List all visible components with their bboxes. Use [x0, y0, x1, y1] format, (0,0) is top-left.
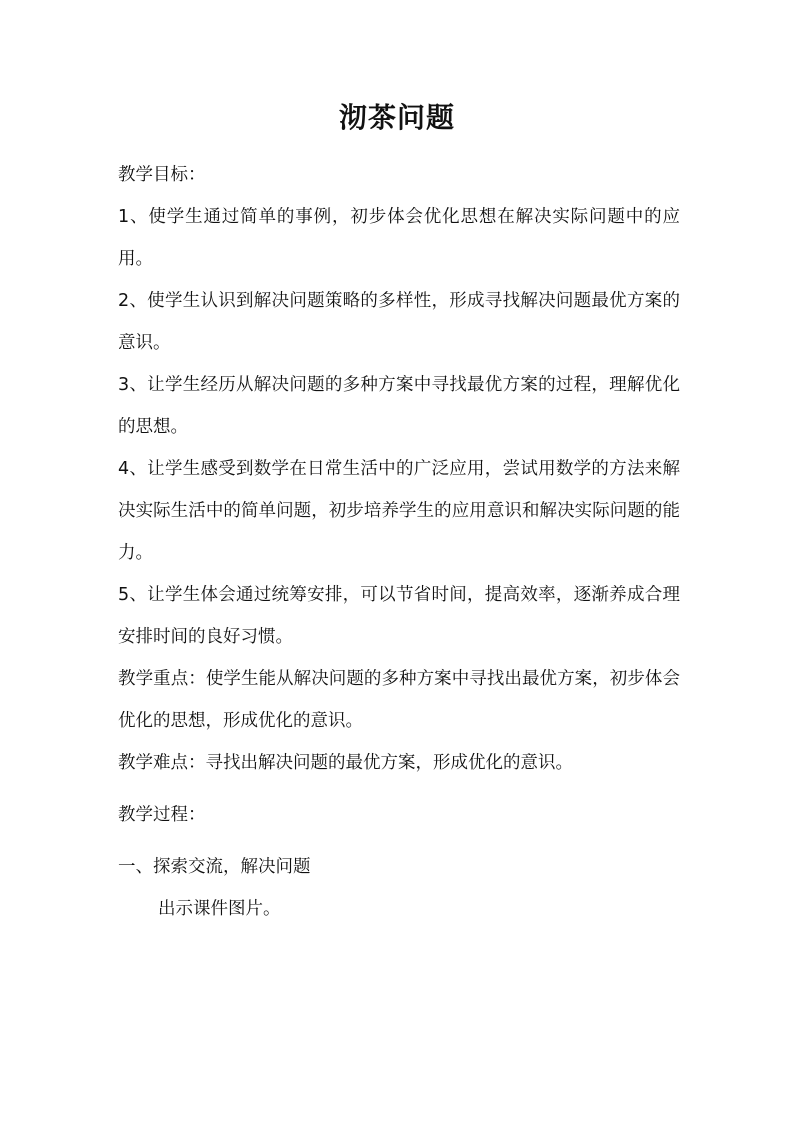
document-body [118, 154, 680, 930]
objective-item-2: 2、使学生认识到解决问题策略的多样性，形成寻找解决问题最优方案的意识。 [118, 291, 680, 353]
objectives-heading: 教学目标： [118, 165, 206, 185]
document-title: 沏茶问题 [338, 101, 455, 134]
difficulty: 教学难点：寻找出解决问题的最优方案，形成优化的意识。 [118, 753, 573, 773]
section-one-heading: 一、探索交流，解决问题 [118, 857, 311, 877]
process-heading: 教学过程： [118, 805, 206, 825]
key-point: 教学重点：使学生能从解决问题的多种方案中寻找出最优方案，初步体会优化的思想，形成优化的意识。 [118, 669, 680, 731]
objective-item-1: 1、使学生通过简单的事例，初步体会优化思想在解决实际问题中的应用。 [118, 207, 680, 269]
objective-item-5: 5、让学生体会通过统筹安排，可以节省时间，提高效率，逐渐养成合理安排时间的良好习惯。 [118, 585, 680, 647]
objective-item-3: 3、让学生经历从解决问题的多种方案中寻找最优方案的过程，理解优化的思想。 [118, 375, 680, 437]
objective-item-4: 4、让学生感受到数学在日常生活中的广泛应用，尝试用数学的方法来解决实际生活中的简单问题，初步培养学生的应用意识和解决实际问题的能力。 [118, 459, 680, 563]
section-one-text: 出示课件图片。 [158, 899, 281, 919]
